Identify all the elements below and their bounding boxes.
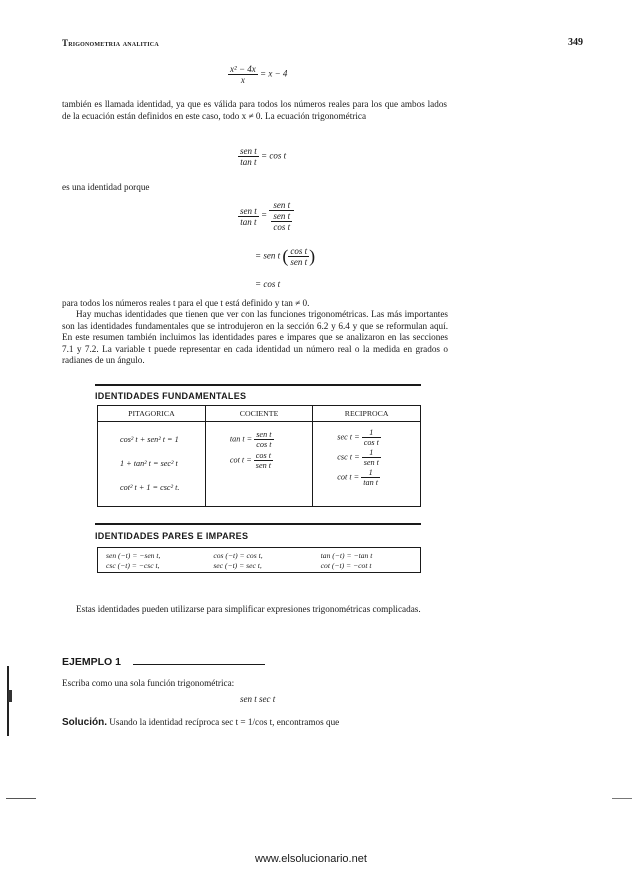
pares-box <box>97 547 421 573</box>
denominator: tan t <box>363 478 379 487</box>
scan-edge-mark <box>8 690 12 702</box>
denominator: sen t <box>363 458 379 467</box>
section-rule <box>95 384 421 386</box>
line-text: = cos t <box>255 279 281 289</box>
pares-identity: cos (−t) = cos t, <box>213 550 263 560</box>
denominator: sen t <box>290 257 308 267</box>
identity <box>230 430 311 449</box>
identity-fraction <box>362 428 381 447</box>
equals-sign: = <box>261 210 268 221</box>
pares-row <box>98 560 420 570</box>
equation-3-lhs-fraction <box>238 206 259 227</box>
solucion-text: Usando la identidad recíproca sec t = 1/cos t, encontramos que <box>109 717 340 727</box>
pares-identity: tan (−t) = −tan t <box>320 550 373 560</box>
identity <box>337 468 419 487</box>
identity: 1 + tan² t = sec² t <box>120 459 178 468</box>
cociente-cell <box>205 422 312 507</box>
equation-2-fraction <box>238 146 259 167</box>
identity-fraction <box>254 451 273 470</box>
paragraph-tan <box>62 298 309 310</box>
pitagorica-cell <box>98 422 206 507</box>
ejemplo-title-rule <box>133 664 265 665</box>
identity-fraction <box>362 448 381 467</box>
paragraph-text: Estas identidades pueden utilizarse para simplificar expresiones trigonométricas complicadas. <box>76 604 421 614</box>
column-header-reciproca: RECIPROCA <box>313 406 421 422</box>
identity-fraction <box>361 468 380 487</box>
denominator: cos t <box>363 438 379 447</box>
left-paren: ( <box>282 246 289 266</box>
equation-2 <box>238 146 286 167</box>
reciproca-cell <box>313 422 421 507</box>
inner-fraction <box>288 246 309 267</box>
solucion-label: Solución. <box>62 717 107 728</box>
line-prefix: = sen t <box>255 250 281 261</box>
denominator: tan t <box>240 216 257 227</box>
equation-3-line-1 <box>238 200 294 232</box>
identity: cos² t + sen² t = 1 <box>120 435 179 444</box>
pares-identity: cot (−t) = −cot t <box>320 560 372 570</box>
numerator: 1 <box>362 428 381 438</box>
equation-3-line-3 <box>255 279 280 289</box>
equation-1 <box>228 64 287 85</box>
numerator: 1 <box>361 468 380 478</box>
numerator: 1 <box>362 448 381 458</box>
fundamentales-table <box>97 405 421 507</box>
paragraph-identidad <box>62 99 447 122</box>
column-header-cociente: COCIENTE <box>205 406 312 422</box>
numerator: sen t <box>256 430 272 439</box>
numerator: sen t <box>240 205 257 216</box>
pares-row <box>98 550 420 560</box>
pares-identity: csc (−t) = −csc t, <box>106 560 160 570</box>
page-number: 349 <box>568 37 583 48</box>
paragraph-text: Hay muchas identidades que tienen que ver con las funciones trigonométricas. Las más importantes son las identidades fundamentales que se introdujeron en la sección 6.2 y 6.4 y que se reformulan aquí. En este resumen también incluimos las identidades pares e impares que se analizaron en las secciones 7.1 y 7.2. La variable t puede representar en cada identidad un número real o la medida en grados o radianes de un ángulo. <box>62 309 448 366</box>
identity-lhs: csc t = <box>337 452 360 462</box>
equation-1-rhs: = x − 4 <box>260 68 288 79</box>
pares-identity: sen (−t) = −sen t, <box>106 550 161 560</box>
equation-3-rhs-fraction <box>269 200 294 232</box>
ejemplo-title: EJEMPLO 1 <box>62 656 121 668</box>
denominator: cos t <box>256 440 272 449</box>
scan-edge-mark <box>612 798 632 799</box>
identity <box>230 451 311 470</box>
denominator: cos t <box>273 222 291 232</box>
right-paren: ) <box>309 246 316 266</box>
running-head: Trigonometria analitica <box>62 38 159 48</box>
scan-edge-mark <box>6 798 36 799</box>
compound-denominator <box>269 211 294 232</box>
denominator: sen t <box>255 461 272 470</box>
equation-2-denominator: tan t <box>240 157 257 167</box>
paragraph-muchas-identidades <box>62 309 448 367</box>
numerator: sen t <box>269 200 294 211</box>
numerator: cos t <box>255 451 272 460</box>
numerator: sen t <box>273 211 291 221</box>
identity: cot² t + 1 = csc² t. <box>120 483 180 492</box>
equation-1-denominator: x <box>240 75 245 85</box>
equation-2-numerator: sen t <box>240 146 257 156</box>
equation-1-fraction <box>228 64 258 85</box>
pares-title: IDENTIDADES PARES E IMPARES <box>95 531 249 541</box>
ejemplo-expression: sen t sec t <box>240 694 276 704</box>
footer-url[interactable]: www.elsolucionario.net <box>255 853 367 865</box>
paragraph-text: Escriba como una sola función trigonométrica: <box>62 678 235 688</box>
identity <box>337 428 419 447</box>
identity-lhs: sec t = <box>337 432 360 442</box>
paragraph-text: también es llamada identidad, ya que es válida para todos los números reales para los que ambos lados de la ecuación están definidos en este caso, todo x ≠ 0. La ecuación trigonométrica <box>62 99 447 121</box>
solucion-line <box>62 717 339 728</box>
inner-fraction <box>271 211 292 232</box>
paragraph-text: es una identidad porque <box>62 182 150 192</box>
paragraph-estas-identidades <box>62 604 448 616</box>
equation-1-numerator: x² − 4x <box>230 64 256 74</box>
pares-identity: sec (−t) = sec t, <box>213 560 262 570</box>
equation-3-line-2 <box>255 246 315 267</box>
ejemplo-prompt <box>62 678 234 690</box>
identity-lhs: cot t = <box>337 472 360 482</box>
column-header-pitagorica: PITAGORICA <box>98 406 206 422</box>
paragraph-porque <box>62 182 150 194</box>
identity-lhs: cot t = <box>229 455 252 465</box>
section-rule <box>95 523 421 525</box>
numerator: cos t <box>290 246 308 256</box>
identity-lhs: tan t = <box>229 434 253 444</box>
equation-2-rhs: = cos t <box>261 150 287 161</box>
fundamentales-title: IDENTIDADES FUNDAMENTALES <box>95 391 247 401</box>
identity-fraction <box>254 430 273 449</box>
identity <box>337 448 419 467</box>
paragraph-text: para todos los números reales t para el que t está definido y tan ≠ 0. <box>62 298 310 308</box>
